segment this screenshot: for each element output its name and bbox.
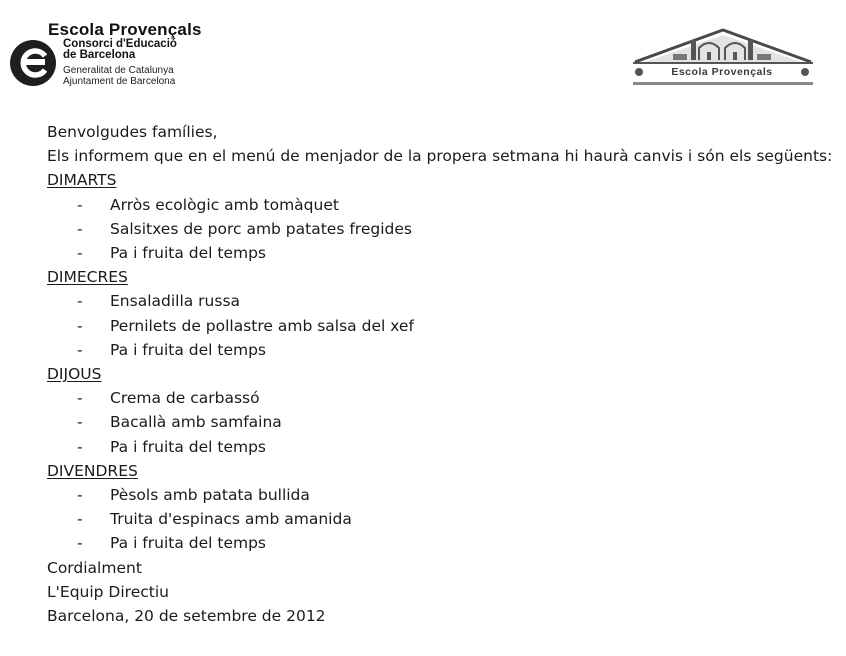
- menu-item-text: Crema de carbassó: [110, 389, 260, 408]
- day-name: DIMARTS: [47, 171, 117, 190]
- menu-item: - Crema de carbassó: [77, 389, 260, 408]
- menu-item: - Pa i fruita del temps: [77, 437, 267, 456]
- day-heading: [47, 168, 837, 192]
- place-date: Barcelona, 20 de setembre de 2012: [47, 607, 326, 626]
- signature: L'Equip Directiu: [47, 582, 169, 601]
- menu-item-text: Truita d'espinacs amb amanida: [110, 510, 352, 529]
- consorci-line-1: Consorci d'Educació: [63, 38, 177, 50]
- closing: Cordialment: [47, 558, 142, 577]
- menu-item: - Pa i fruita del temps: [77, 534, 267, 553]
- menu-item-text: Pa i fruita del temps: [110, 340, 267, 359]
- consorci-name: [63, 39, 177, 61]
- menu-item: - Pa i fruita del temps: [77, 244, 267, 263]
- menu-item: - Pèsols amb patata bullida: [77, 486, 310, 505]
- menu-item-text: Ensaladilla russa: [110, 292, 241, 311]
- menu-item-text: Arròs ecològic amb tomàquet: [110, 195, 339, 214]
- ajuntament-line: Ajuntament de Barcelona: [63, 76, 176, 87]
- institutions: [63, 65, 175, 87]
- school-name: Escola Provençals: [48, 20, 202, 39]
- letter-body: [47, 120, 837, 628]
- menu-item: - Bacallà amb samfaina: [77, 413, 282, 432]
- intro-paragraph: Els informem que en el menú de menjador de la propera setmana hi haurà canvis i són els següents:: [47, 147, 833, 166]
- day-name: DIMECRES: [47, 268, 128, 287]
- consorci-e-logo-icon: [8, 38, 58, 88]
- day-heading: [47, 362, 837, 386]
- menu-item: - Truita d'espinacs amb amanida: [77, 510, 352, 529]
- menu-item-text: Bacallà amb samfaina: [110, 413, 282, 432]
- menu-item: - Pa i fruita del temps: [77, 340, 267, 359]
- greeting: Benvolgudes famílies,: [47, 123, 218, 141]
- menu-item-text: Pèsols amb patata bullida: [110, 486, 310, 505]
- menu-item-text: Pa i fruita del temps: [110, 244, 267, 263]
- header-left: [8, 20, 268, 100]
- day-name: DIVENDRES: [47, 461, 138, 480]
- school-badge: [633, 26, 813, 88]
- day-heading: [47, 265, 837, 289]
- menu-item: - Ensaladilla russa: [77, 292, 241, 311]
- day-name: DIJOUS: [47, 365, 102, 384]
- consorci-line-2: de Barcelona: [63, 49, 136, 61]
- menu-item-text: Pa i fruita del temps: [110, 534, 267, 553]
- menu-item: - Pernilets de pollastre amb salsa del xef: [77, 316, 414, 335]
- day-heading: [47, 459, 837, 483]
- menu-item-text: Salsitxes de porc amb patates fregides: [110, 219, 412, 238]
- menu-item: - Salsitxes de porc amb patates fregides: [77, 219, 412, 238]
- menu-item-text: Pernilets de pollastre amb salsa del xef: [110, 316, 414, 335]
- generalitat-line: Generalitat de Catalunya: [63, 65, 174, 76]
- menu-item: - Arròs ecològic amb tomàquet: [77, 195, 339, 214]
- menu-item-text: Pa i fruita del temps: [110, 437, 267, 456]
- badge-label: Escola Provençals: [671, 66, 773, 78]
